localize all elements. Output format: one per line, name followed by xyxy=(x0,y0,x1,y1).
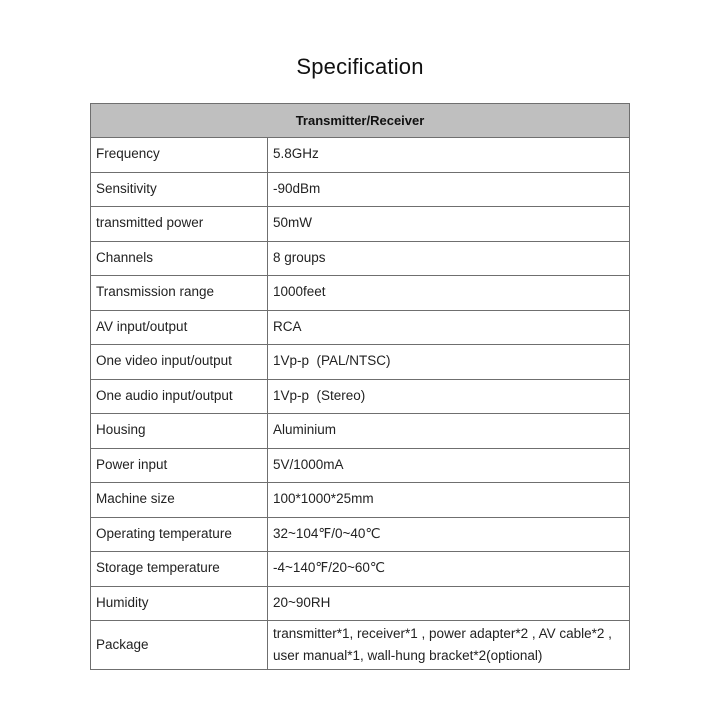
spec-value: 1Vp-p (PAL/NTSC) xyxy=(268,345,630,380)
spec-value: 50mW xyxy=(268,207,630,242)
spec-value: -4~140℉/20~60℃ xyxy=(268,552,630,587)
table-row xyxy=(91,345,630,380)
table-row xyxy=(91,586,630,621)
spec-value: transmitter*1, receiver*1 , power adapter*2 , AV cable*2 , user manual*1, wall-hung bracket*2(optional) xyxy=(268,621,630,670)
spec-label: AV input/output xyxy=(91,310,268,345)
spec-value: Aluminium xyxy=(268,414,630,449)
spec-label: Transmission range xyxy=(91,276,268,311)
table-row xyxy=(91,241,630,276)
spec-label: Frequency xyxy=(91,138,268,173)
table-row xyxy=(91,172,630,207)
table-row xyxy=(91,448,630,483)
page-title: Specification xyxy=(296,54,424,79)
spec-label: Power input xyxy=(91,448,268,483)
table-row xyxy=(91,552,630,587)
spec-label: Machine size xyxy=(91,483,268,518)
spec-label: Operating temperature xyxy=(91,517,268,552)
spec-table xyxy=(90,103,630,670)
spec-label: Storage temperature xyxy=(91,552,268,587)
spec-label: Channels xyxy=(91,241,268,276)
table-row xyxy=(91,414,630,449)
spec-value: RCA xyxy=(268,310,630,345)
spec-value: 1Vp-p (Stereo) xyxy=(268,379,630,414)
table-row xyxy=(91,517,630,552)
spec-label: Sensitivity xyxy=(91,172,268,207)
table-row xyxy=(91,276,630,311)
spec-label: One video input/output xyxy=(91,345,268,380)
spec-value: 32~104℉/0~40℃ xyxy=(268,517,630,552)
table-row xyxy=(91,310,630,345)
spec-value: 100*1000*25mm xyxy=(268,483,630,518)
table-row xyxy=(91,207,630,242)
table-header: Transmitter/Receiver xyxy=(91,104,630,138)
table-row xyxy=(91,621,630,670)
spec-value: -90dBm xyxy=(268,172,630,207)
table-row xyxy=(91,483,630,518)
spec-label: Package xyxy=(91,621,268,670)
spec-value: 8 groups xyxy=(268,241,630,276)
spec-value: 1000feet xyxy=(268,276,630,311)
table-row xyxy=(91,138,630,173)
spec-label: One audio input/output xyxy=(91,379,268,414)
spec-value: 5V/1000mA xyxy=(268,448,630,483)
spec-value: 5.8GHz xyxy=(268,138,630,173)
table-row xyxy=(91,379,630,414)
spec-label: transmitted power xyxy=(91,207,268,242)
spec-label: Housing xyxy=(91,414,268,449)
table-header-row xyxy=(91,104,630,138)
spec-label: Humidity xyxy=(91,586,268,621)
spec-value: 20~90RH xyxy=(268,586,630,621)
